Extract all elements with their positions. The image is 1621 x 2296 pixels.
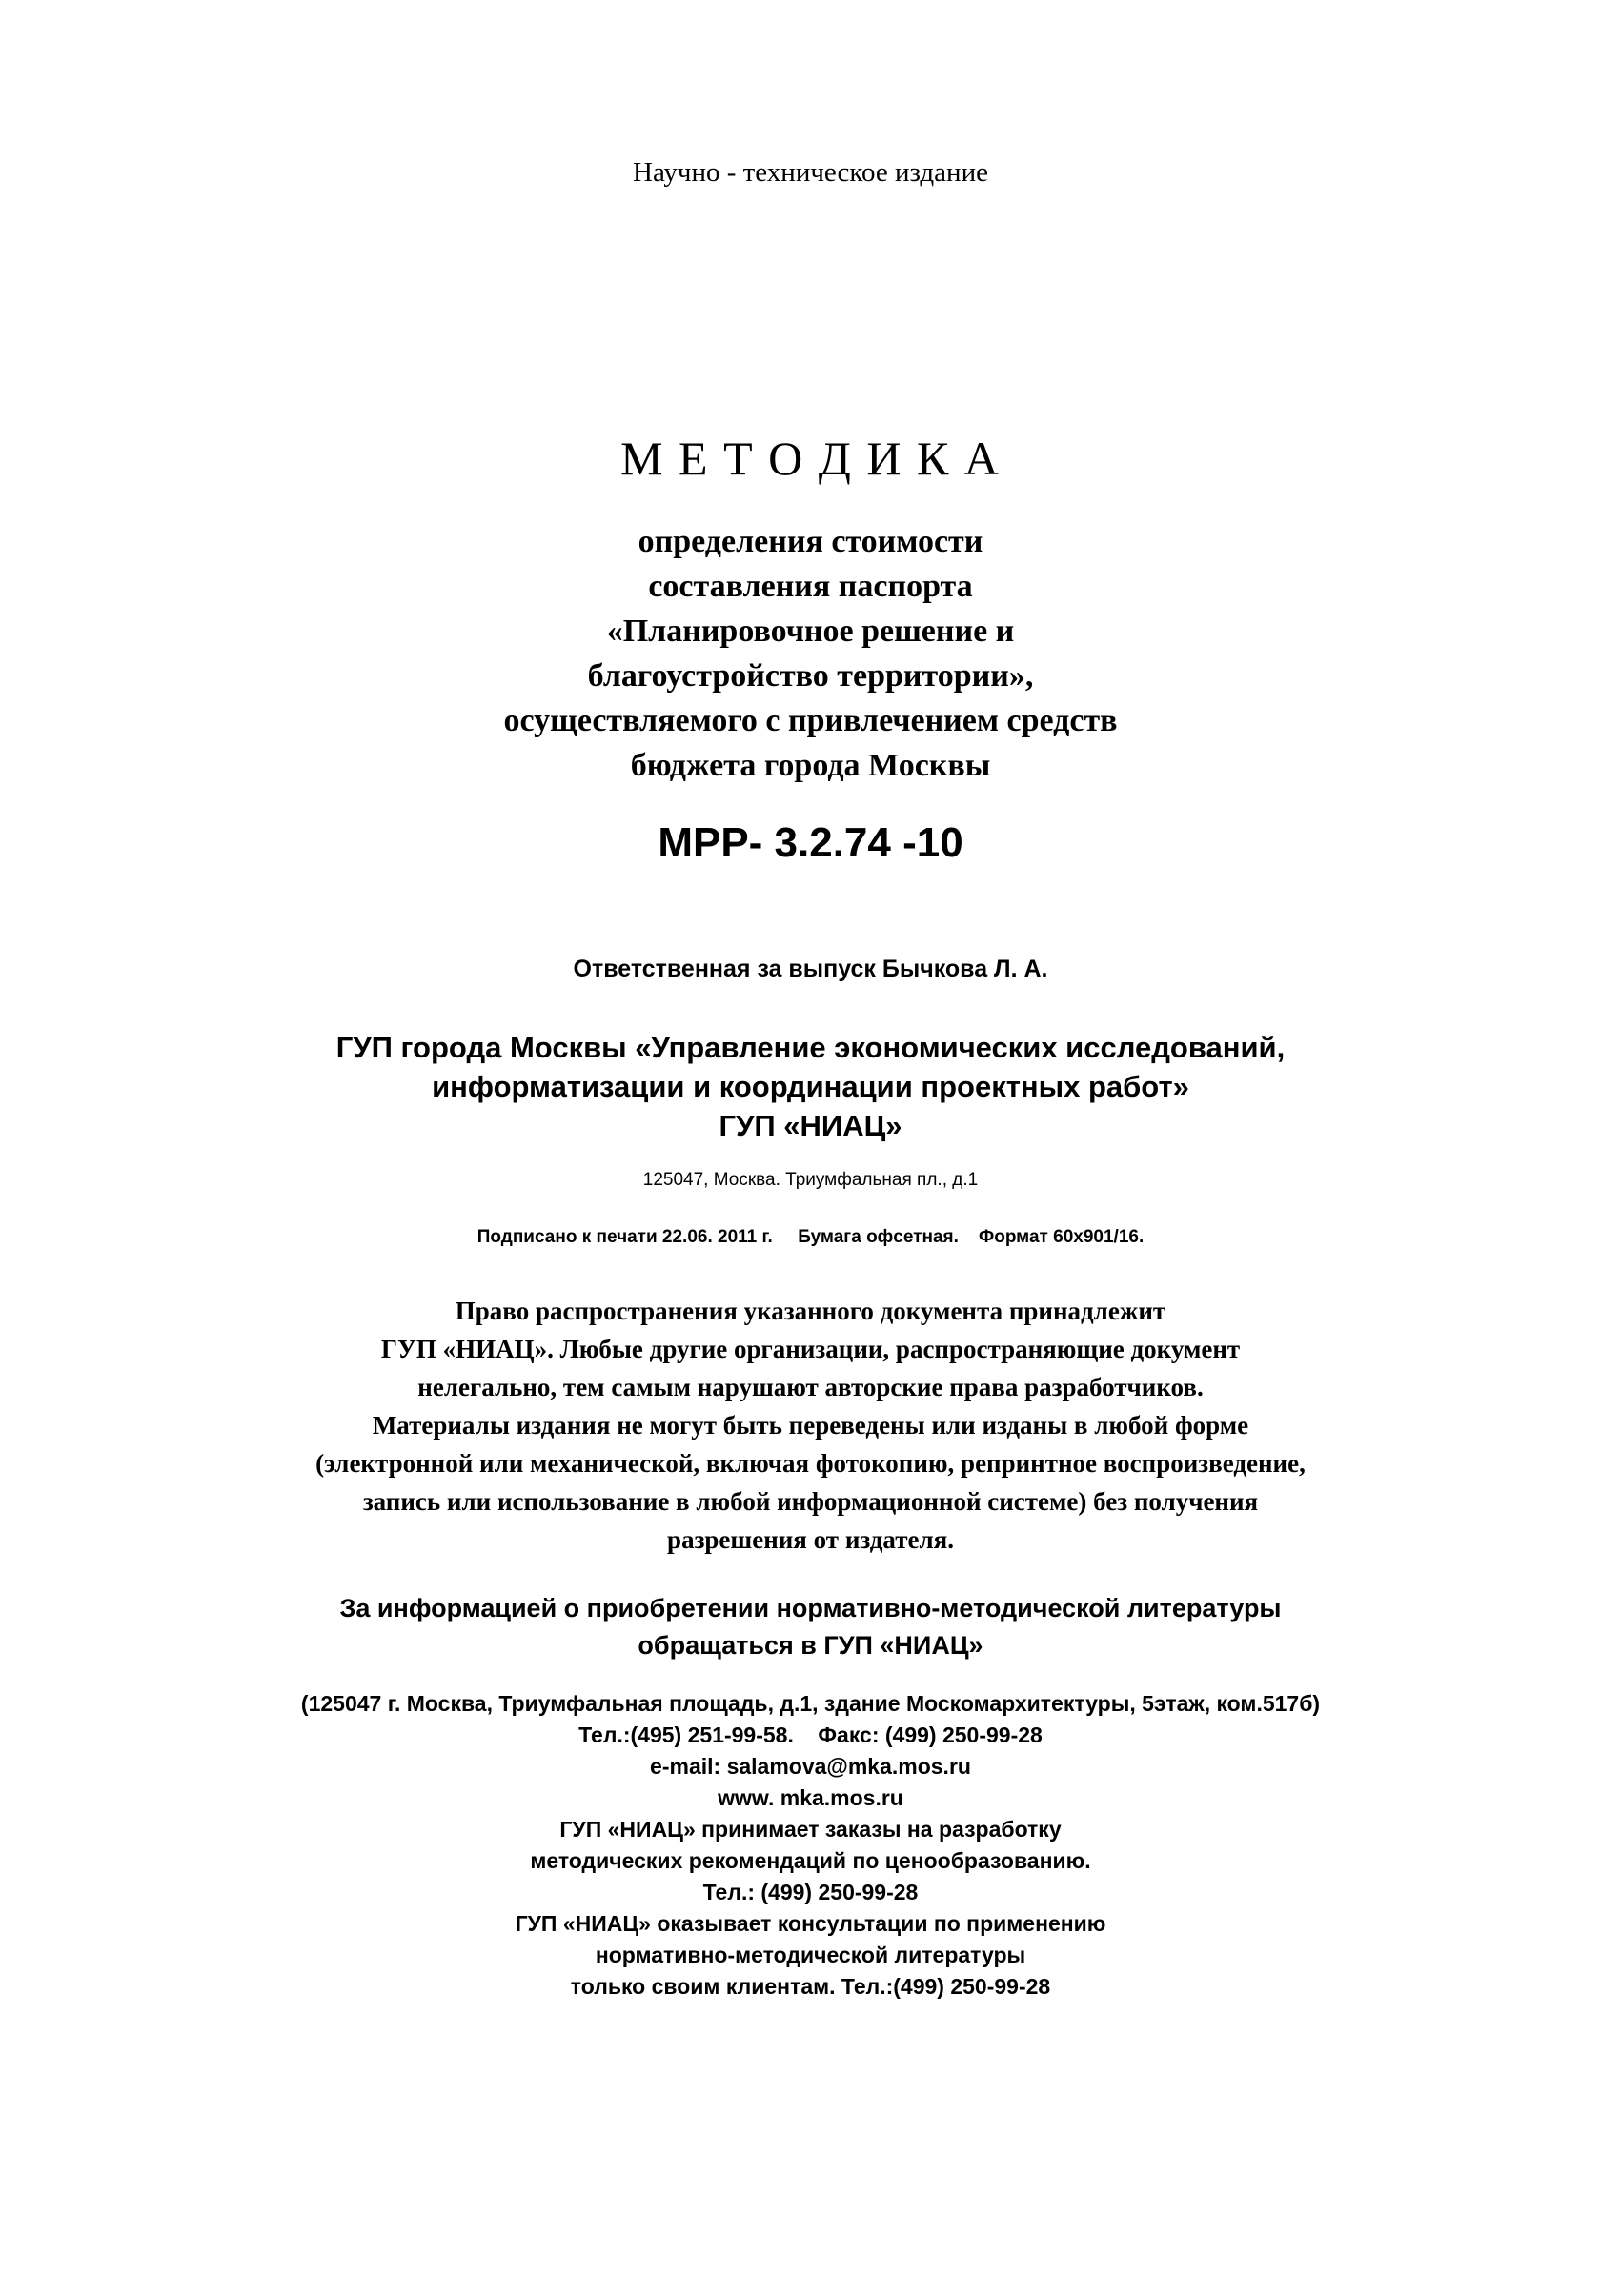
publisher-block: [0, 1028, 1621, 1145]
contacts-line: только своим клиентам. Тел.:(499) 250-99-28: [570, 1974, 1051, 1999]
info-line: обращаться в ГУП «НИАЦ»: [638, 1631, 983, 1660]
contacts-line: (125047 г. Москва, Триумфальная площадь, д.1, здание Москомархитектуры, 5этаж, ком.517б): [300, 1691, 1321, 1716]
contacts-line: нормативно-методической литературы: [595, 1943, 1026, 1967]
contacts-line: ГУП «НИАЦ» оказывает консультации по применению: [515, 1911, 1106, 1936]
subtitle-line: «Планировочное решение и: [606, 614, 1015, 649]
document-code: МРР- 3.2.74 -10: [658, 819, 963, 866]
website-address: www. mka.mos.ru: [718, 1785, 903, 1810]
document-title: М Е Т О Д И К А: [620, 432, 1001, 485]
publisher-line: информатизации и координации проектных работ»: [432, 1070, 1189, 1103]
contacts-line: Тел.: (499) 250-99-28: [702, 1880, 919, 1904]
subtitle-line: бюджета города Москвы: [630, 748, 991, 783]
subtitle-line: составления паспорта: [648, 569, 973, 604]
copyright-line: Право распространения указанного документа принадлежит: [455, 1297, 1166, 1325]
print-info: Подписано к печати 22.06. 2011 г. Бумага офсетная. Формат 60x901/16.: [476, 1227, 1145, 1247]
publisher-line: ГУП города Москвы «Управление экономических исследований,: [335, 1031, 1286, 1064]
copyright-line: (электронной или механической, включая фотокопию, репринтное воспроизведение,: [315, 1449, 1306, 1478]
contacts-block: [0, 1688, 1621, 2003]
responsible-person: Ответственная за выпуск Бычкова Л. А.: [573, 956, 1048, 982]
copyright-line: разрешения от издателя.: [667, 1525, 954, 1554]
copyright-line: запись или использование в любой информационной системе) без получения: [362, 1487, 1259, 1516]
info-line: За информацией о приобретении нормативно-методической литературы: [339, 1594, 1282, 1622]
copyright-line: ГУП «НИАЦ». Любые другие организации, распространяющие документ: [380, 1335, 1241, 1363]
copyright-line: нелегально, тем самым нарушают авторские права разработчиков.: [417, 1373, 1204, 1401]
email-address: e-mail: salamova@mka.mos.ru: [650, 1754, 971, 1779]
edition-type: Научно - техническое издание: [633, 157, 988, 188]
subtitle-line: осуществляемого с привлечением средств: [503, 703, 1118, 738]
subtitle-line: определения стоимости: [638, 524, 983, 559]
copyright-notice: [0, 1292, 1621, 1559]
copyright-line: Материалы издания не могут быть переведены или изданы в любой форме: [372, 1411, 1249, 1440]
contacts-line: ГУП «НИАЦ» принимает заказы на разработку: [559, 1817, 1062, 1842]
contacts-line: методических рекомендаций по ценообразованию.: [530, 1848, 1091, 1873]
contacts-line: Тел.:(495) 251-99-58. Факс: (499) 250-99-28: [578, 1722, 1043, 1747]
publisher-line: ГУП «НИАЦ»: [719, 1109, 902, 1142]
info-block: [0, 1590, 1621, 1664]
subtitle-line: благоустройство территории»,: [587, 658, 1034, 694]
publisher-address: 125047, Москва. Триумфальная пл., д.1: [642, 1170, 979, 1190]
document-subtitle: [0, 519, 1621, 788]
